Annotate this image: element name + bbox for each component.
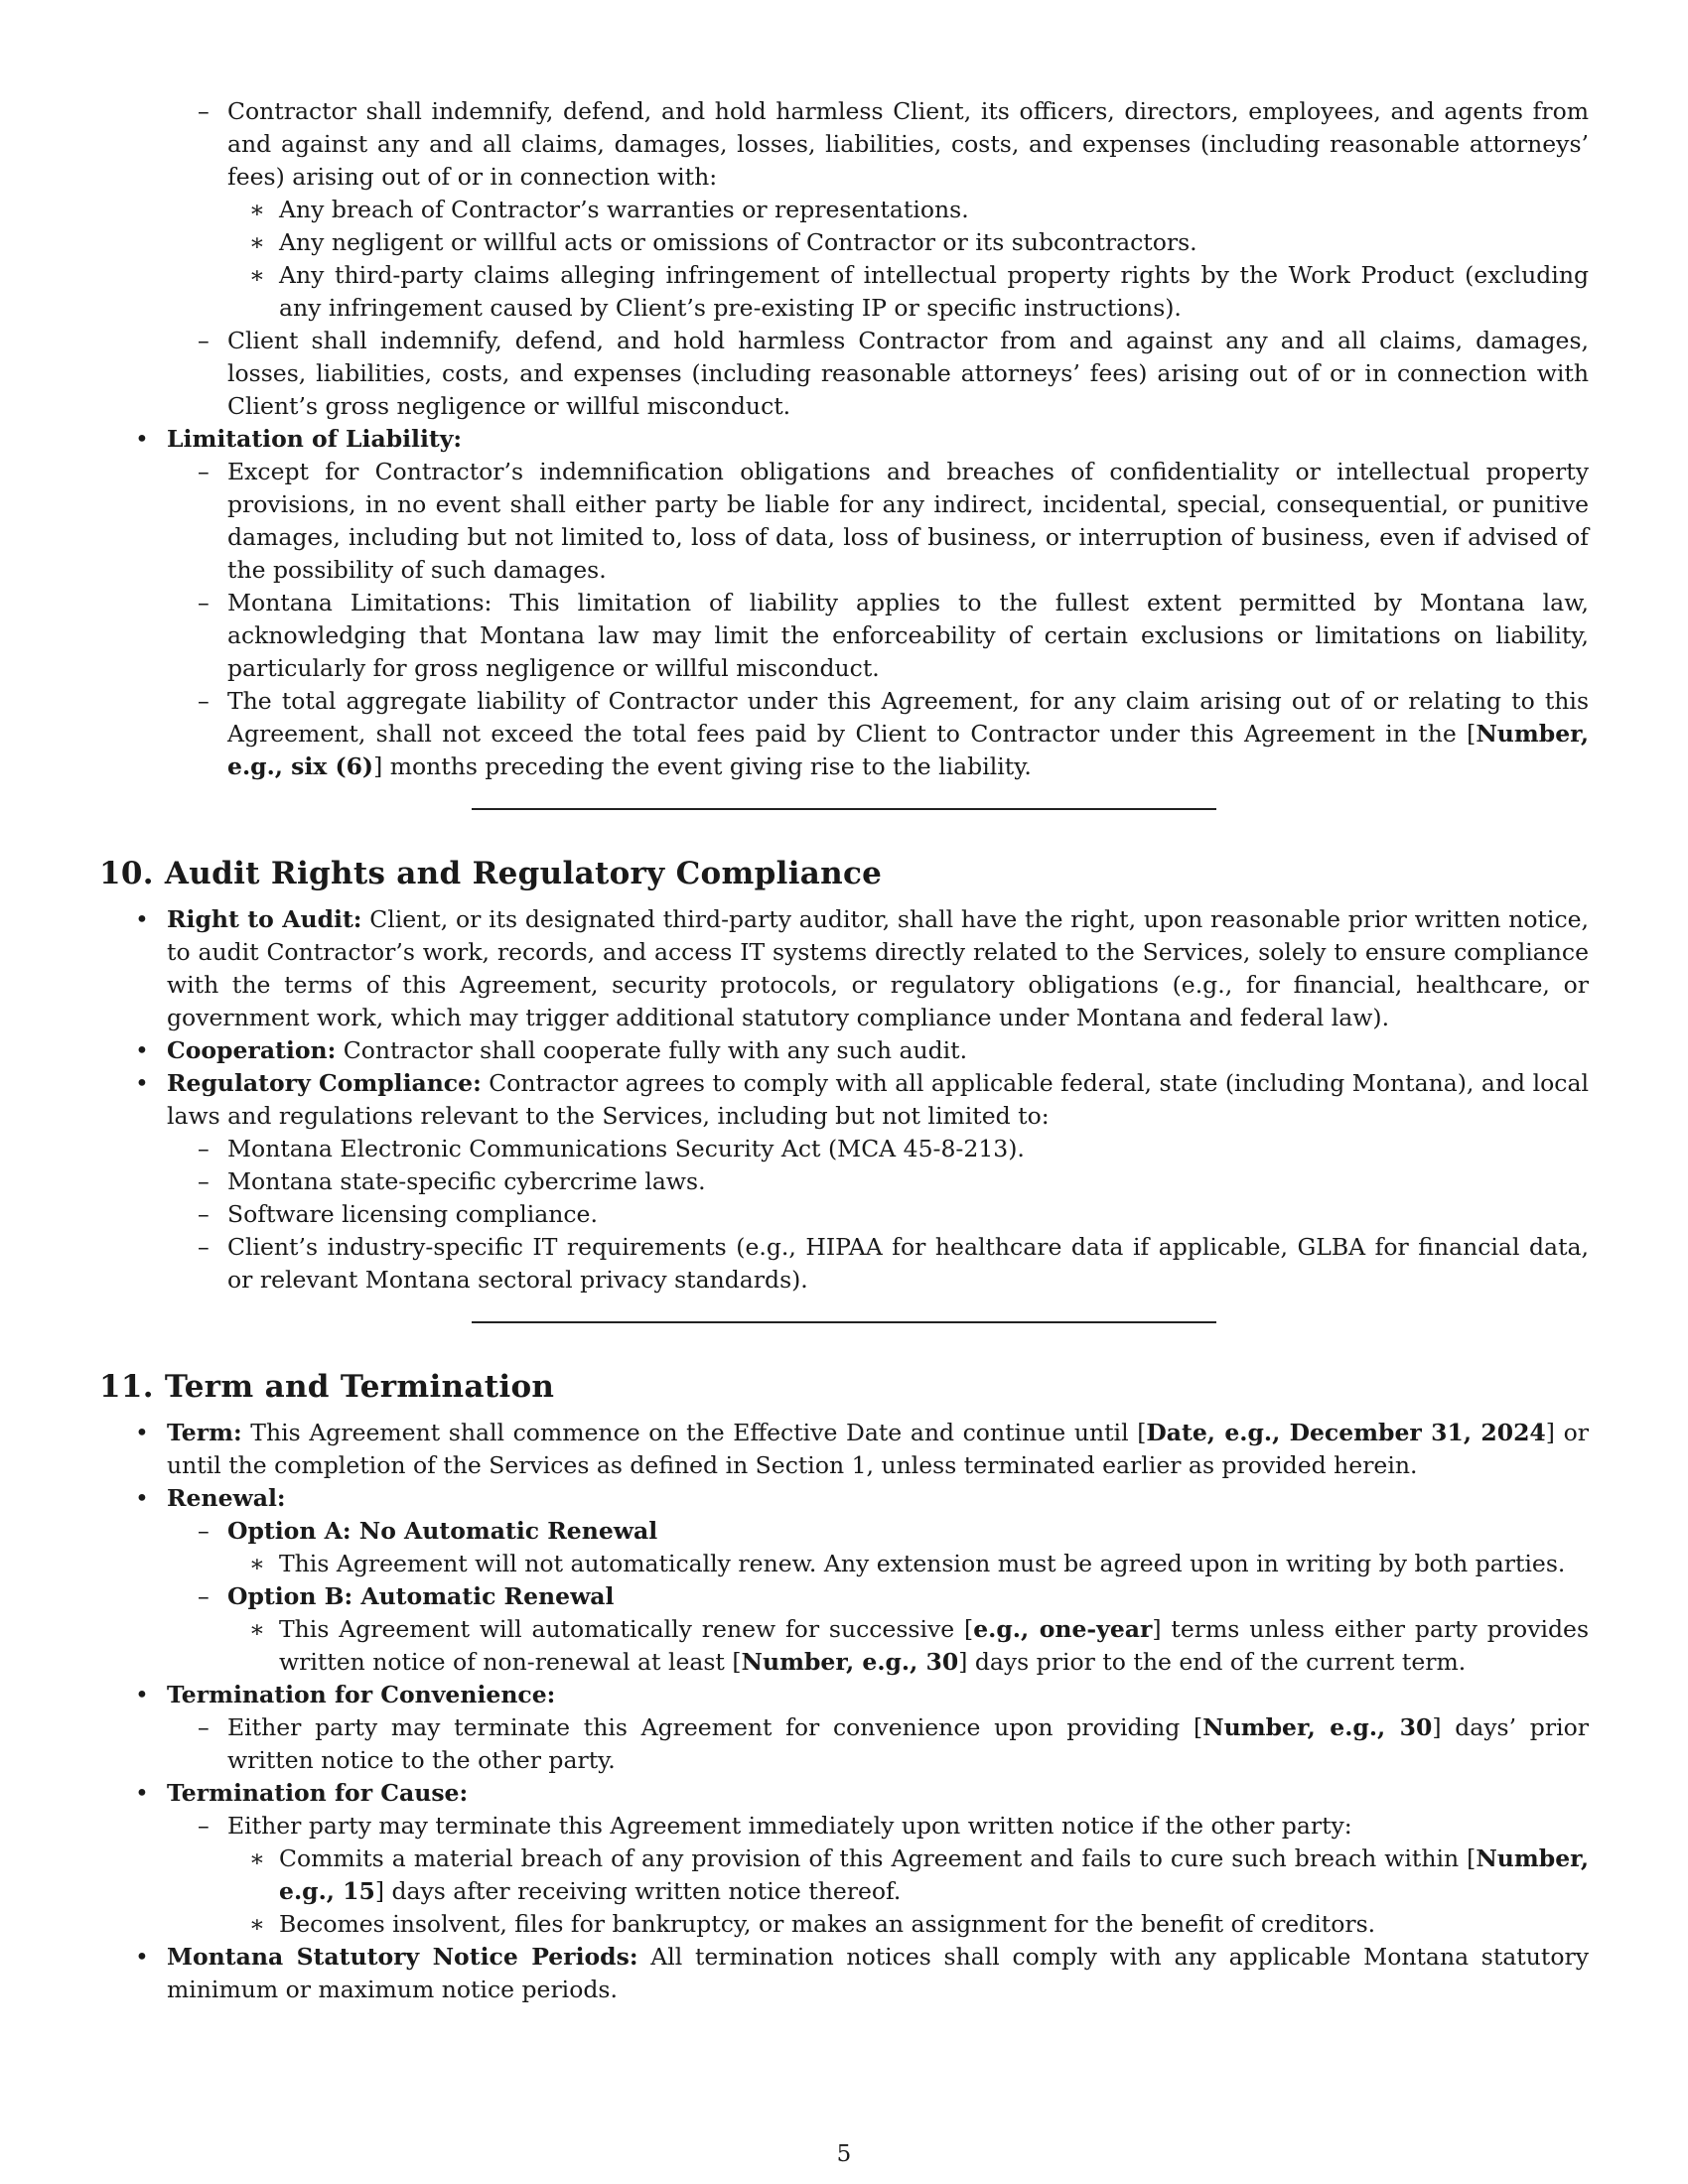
section-title-11: 11. Term and Termination xyxy=(99,1369,555,1405)
indemnity-item: ∗ Any negligent or willful acts or omissions of Contractor or its subcontractors. xyxy=(249,228,1197,256)
termination-cause-lead: – Either party may terminate this Agreement immediately upon written notice if the other party: xyxy=(198,1812,1352,1840)
termination-cause-item: ∗ Commits a material breach of any provision of this Agreement and fails to cure such breach within [Number, e.g., 15] days after receiving written notice thereof. xyxy=(249,1844,1589,1905)
montana-notice-periods: • Montana Statutory Notice Periods: All termination notices shall comply with any applicable Montana statutory minimum or maximum notice periods. xyxy=(135,1943,1589,2003)
renewal-option-b: – Option B: Automatic Renewal xyxy=(198,1582,615,1610)
audit-right: • Right to Audit: Client, or its designated third-party auditor, shall have the right, upon reasonable prior written notice, to audit Contractor’s work, records, and access IT systems directly related to the Services, solely to ensure compliance with the terms of this Agreement, security protocols, or regulatory obligations (e.g., for financial, healthcare, or government work, which may trigger additional statutory compliance under Montana and federal law). xyxy=(135,905,1589,1031)
indemnity-client: – Client shall indemnify, defend, and hold harmless Contractor from and against any and all claims, damages, losses, liabilities, costs, and expenses (including reasonable attorneys’ fees) arising out of or in connection with Client’s gross negligence or willful misconduct. xyxy=(198,327,1589,420)
regulatory-item: – Montana state-specific cybercrime laws. xyxy=(198,1167,706,1195)
section-divider xyxy=(472,1321,1216,1323)
regulatory-item: – Client’s industry-specific IT requirements (e.g., HIPAA for healthcare data if applicable, GLBA for financial data, or relevant Montana sectoral privacy standards). xyxy=(198,1233,1589,1294)
section-divider xyxy=(472,808,1216,810)
indemnity-contractor: – Contractor shall indemnify, defend, and hold harmless Client, its officers, directors, employees, and agents from and against any and all claims, damages, losses, liabilities, costs, and expenses (including reasonable attorneys’ fees) arising out of or in connection with: xyxy=(198,97,1589,191)
termination-cause-heading: • Termination for Cause: xyxy=(135,1779,469,1807)
renewal-option-a-text: ∗ This Agreement will not automatically renew. Any extension must be agreed upon in writing by both parties. xyxy=(249,1550,1566,1577)
regulatory-item: – Software licensing compliance. xyxy=(198,1200,598,1228)
indemnity-item: ∗ Any breach of Contractor’s warranties or representations. xyxy=(249,196,969,223)
liability-heading: • Limitation of Liability: xyxy=(135,425,463,453)
regulatory-compliance: • Regulatory Compliance: Contractor agrees to comply with all applicable federal, state (including Montana), and local laws and regulations relevant to the Services, including but not limited to: xyxy=(135,1069,1589,1130)
document-page xyxy=(99,95,1589,2006)
renewal-option-b-text: ∗ This Agreement will automatically renew for successive [e.g., one-year] terms unless either party provides written notice of non-renewal at least [Number, e.g., 30] days prior to the end of the current term. xyxy=(249,1615,1589,1676)
liability-para: – Montana Limitations: This limitation of liability applies to the fullest extent permitted by Montana law, acknowledging that Montana law may limit the enforceability of certain exclusions or limitations on liability, particularly for gross negligence or willful misconduct. xyxy=(198,589,1589,682)
regulatory-item: – Montana Electronic Communications Security Act (MCA 45-8-213). xyxy=(198,1135,1025,1162)
indemnity-item: ∗ Any third-party claims alleging infringement of intellectual property rights by the Work Product (excluding any infringement caused by Client’s pre-existing IP or specific instructions). xyxy=(249,261,1589,322)
renewal-option-a: – Option A: No Automatic Renewal xyxy=(198,1517,658,1545)
termination-cause-item: ∗ Becomes insolvent, files for bankruptcy, or makes an assignment for the benefit of creditors. xyxy=(249,1910,1376,1938)
section-title-10: 10. Audit Rights and Regulatory Compliance xyxy=(99,856,883,891)
page-number: 5 xyxy=(836,2141,852,2167)
renewal-heading: • Renewal: xyxy=(135,1484,286,1512)
liability-para: – Except for Contractor’s indemnification obligations and breaches of confidentiality or intellectual property provisions, in no event shall either party be liable for any indirect, incidental, special, consequential, or punitive damages, including but not limited to, loss of data, loss of business, or interruption of business, even if advised of the possibility of such damages. xyxy=(198,458,1589,584)
termination-convenience-heading: • Termination for Convenience: xyxy=(135,1681,556,1708)
term: • Term: This Agreement shall commence on the Effective Date and continue until [Date, e.g., December 31, 2024] or until the completion of the Services as defined in Section 1, unless terminated earlier as provided herein. xyxy=(135,1419,1589,1479)
termination-convenience-text: – Either party may terminate this Agreement for convenience upon providing [Number, e.g., 30] days’ prior written notice to the other party. xyxy=(198,1713,1589,1774)
liability-para: – The total aggregate liability of Contractor under this Agreement, for any claim arising out of or relating to this Agreement, shall not exceed the total fees paid by Client to Contractor under this Agreement in the [Number, e.g., six (6)] months preceding the event giving rise to the liability. xyxy=(198,687,1589,780)
audit-cooperation: • Cooperation: Contractor shall cooperate fully with any such audit. xyxy=(135,1036,968,1064)
